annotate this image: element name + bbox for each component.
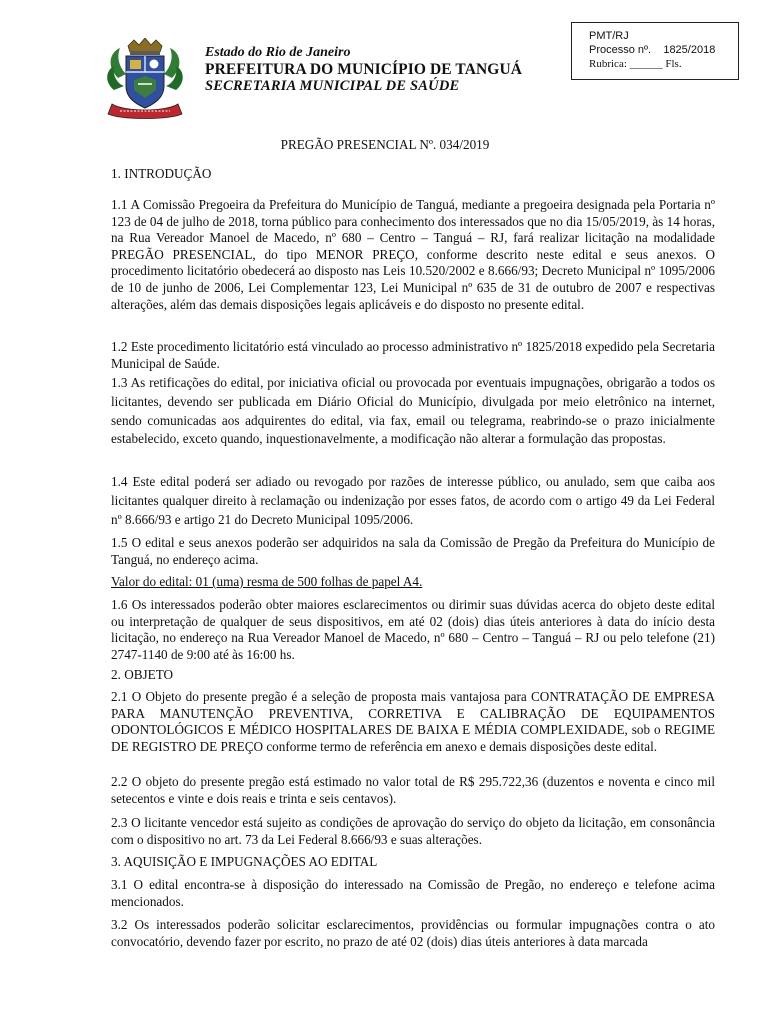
edital-value-text: Valor do edital: 01 (uma) resma de 500 folhas de papel A4. <box>111 574 423 589</box>
paragraph-3-1 <box>111 877 715 910</box>
stamp-line-pmt: PMT/RJ <box>589 30 629 42</box>
section-2-heading: 2. OBJETO <box>111 667 174 682</box>
paragraph-1-6 <box>111 597 715 663</box>
letterhead <box>205 44 565 95</box>
paragraph-1-3-text: 1.3 As retificações do edital, por iniciativa oficial ou provocada por eventuais impugnações, obrigarão a todos os licitantes, devendo ser publicada em Diário Oficial do Município, divulgada por meio eletrônico na internet, sendo comunicadas aos adquirentes do edital, via fax, email ou telegrama, reabrindo-se o prazo inicialmente estabelecido, exceto quando, inquestionavelmente, a modificação não alterar a formulação das propostas. <box>111 375 715 447</box>
paragraph-2-3 <box>111 815 715 848</box>
document-title: PREGÃO PRESENCIAL Nº. 034/2019 <box>280 137 490 152</box>
paragraph-1-1 <box>111 197 715 313</box>
paragraph-1-4-text: 1.4 Este edital poderá ser adiado ou revogado por razões de interesse público, ou anulado, sem que caiba aos licitantes qualquer direito à reclamação ou indenização por esses fatos, de acordo com o artigo 49 da Lei Federal nº 8.666/93 e artigo 21 do Decreto Municipal 1095/2006. <box>111 474 715 527</box>
paragraph-1-2 <box>111 339 715 372</box>
state-name: Estado do Rio de Janeiro <box>205 45 351 60</box>
paragraph-2-2 <box>111 774 715 807</box>
paragraph-2-3-text: 2.3 O licitante vencedor está sujeito as condições de aprovação do serviço do objeto da licitação, em consonância com o dispositivo no art. 73 da Lei Federal 8.666/93 e suas alterações. <box>111 815 715 847</box>
paragraph-3-1-text: 3.1 O edital encontra-se à disposição do interessado na Comissão de Pregão, no endereço e telefone acima mencionados. <box>111 877 715 909</box>
paragraph-3-2-text: 3.2 Os interessados poderão solicitar esclarecimentos, providências ou formular impugnações contra o ato convocatório, devendo fazer por escrito, no prazo de até 02 (dois) dias úteis anteriores à data marcada <box>111 917 715 949</box>
paragraph-2-1-text: 2.1 O Objeto do presente pregão é a seleção de proposta mais vantajosa para CONTRATAÇÃO DE EMPRESA PARA MANUTENÇÃO PREVENTIVA, CORRETIVA E CALIBRAÇÃO DE EQUIPAMENTOS ODONTOLÓGICOS E MÉDICO HOSPITALARES DE BAIXA E MÉDIA COMPLEXIDADE, sob o REGIME DE REGISTRO DE PREÇO conforme termo de referência em anexo e demais disposições deste edital. <box>111 689 715 754</box>
paragraph-1-6-text: 1.6 Os interessados poderão obter maiores esclarecimentos ou dirimir suas dúvidas acerca do objeto deste edital ou interpretação de qualquer de seus dispositivos, em até 02 (dois) dias úteis anteriores à data do início desta licitação, no endereço na Rua Vereador Manoel de Macedo, nº 680 – Centro – Tanguá – RJ ou pelo telefone (21) 2747-1140 de 9:00 até às 16:00 hs. <box>111 597 715 662</box>
secretaria-name: SECRETARIA MUNICIPAL DE SAÚDE <box>205 78 460 94</box>
paragraph-2-1 <box>111 689 715 755</box>
paragraph-3-2 <box>111 917 715 950</box>
municipal-coat-of-arms-icon <box>104 38 186 122</box>
stamp-line-processo: Processo nº. 1825/2018 <box>589 44 716 56</box>
section-3-heading: 3. AQUISIÇÃO E IMPUGNAÇÕES AO EDITAL <box>111 854 378 869</box>
paragraph-1-4 <box>111 473 715 529</box>
section-1-heading: 1. INTRODUÇÃO <box>111 166 212 181</box>
paragraph-2-2-text: 2.2 O objeto do presente pregão está estimado no valor total de R$ 295.722,36 (duzentos e noventa e cinco mil setecentos e vinte e dois reais e trinta e seis centavos). <box>111 774 715 806</box>
prefeitura-name: PREFEITURA DO MUNICÍPIO DE TANGUÁ <box>205 61 523 78</box>
paragraph-1-5 <box>111 535 715 568</box>
process-stamp-box <box>571 22 739 80</box>
paragraph-1-1-text: 1.1 A Comissão Pregoeira da Prefeitura do Município de Tanguá, mediante a pregoeira designada pela Portaria nº 123 de 04 de julho de 2018, torna público para conhecimento dos interessados que no dia 15/05/2019, às 14 horas, na Rua Vereador Manoel de Macedo, nº 680 – Centro – Tanguá – RJ, fará realizar licitação na modalidade PREGÃO PRESENCIAL, do tipo MENOR PREÇO, conforme descrito neste edital e seus anexos. O procedimento licitatório obedecerá ao disposto nas Leis 10.520/2002 e 8.666/93; Decreto Municipal nº 1095/2006 de 10 de junho de 2006, Lei Complementar 123, Lei Municipal nº 635 de 31 de outubro de 2007 e respectivas alterações, além das demais disposições legais aplicáveis e do disposto no presente edital. <box>111 197 715 312</box>
edital-value-line <box>111 574 715 591</box>
paragraph-1-5-text: 1.5 O edital e seus anexos poderão ser adquiridos na sala da Comissão de Pregão da Prefeitura do Município de Tanguá, no endereço acima. <box>111 535 715 567</box>
paragraph-1-3 <box>111 374 715 449</box>
paragraph-1-2-text: 1.2 Este procedimento licitatório está vinculado ao processo administrativo nº 1825/2018 expedido pela Secretaria Municipal de Saúde. <box>111 339 715 371</box>
stamp-line-rubrica: Rubrica: ______ Fls. <box>589 58 682 70</box>
